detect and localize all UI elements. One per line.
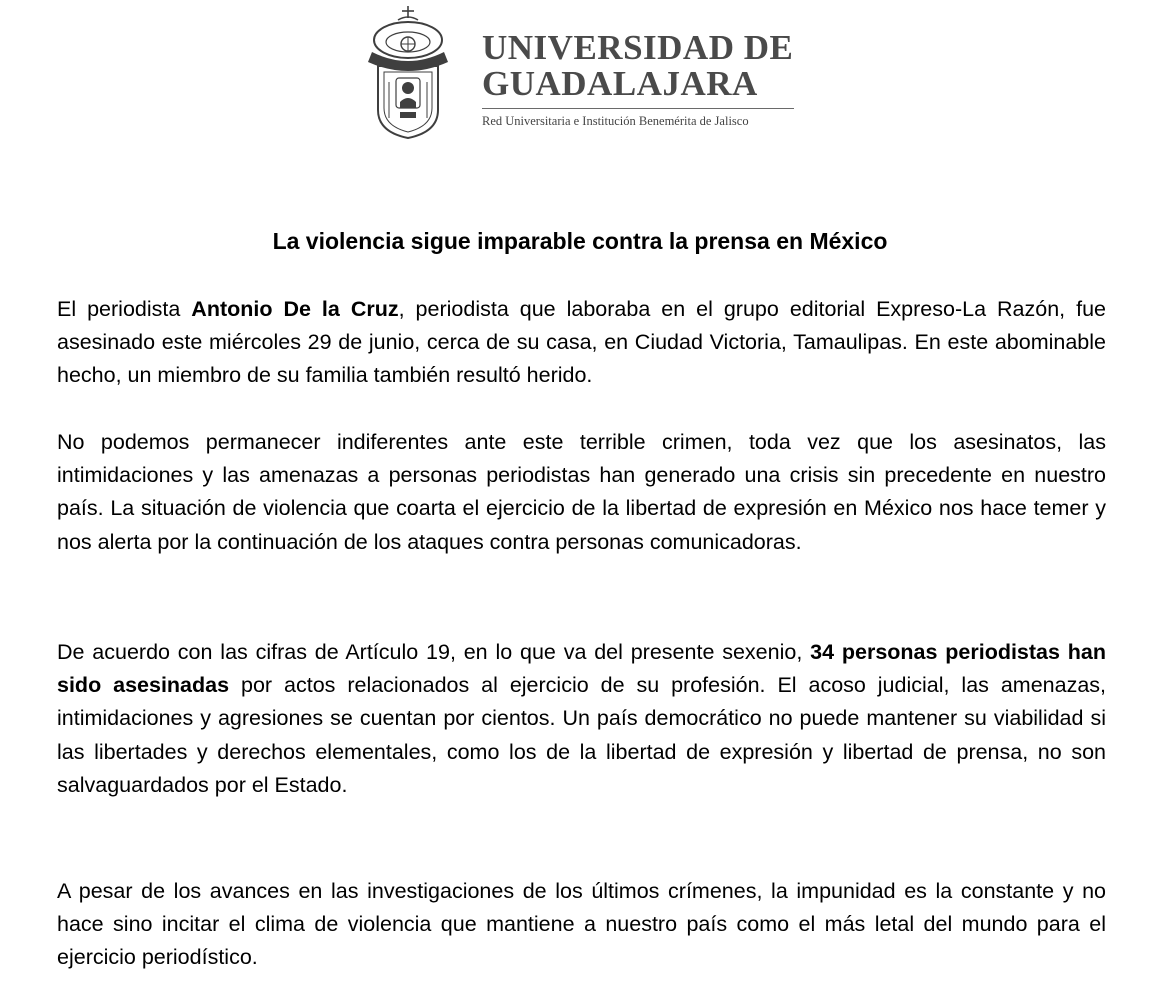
paragraph-3 (57, 636, 1106, 802)
paragraph-2 (57, 426, 1106, 559)
letterhead-divider (482, 108, 794, 109)
paragraph-1-text-b: , periodista que laboraba en el grupo editorial Expreso-La Razón, fue asesinado este miércoles 29 de junio, cerca de su casa, en Ciudad Victoria, Tamaulipas. En este abominable hecho, un miembro de su familia también resultó herido. (57, 297, 1106, 388)
university-seal-icon (360, 4, 472, 140)
paragraph-3-text-a: De acuerdo con las cifras de Artículo 19, en lo que va del presente sexenio, (57, 640, 811, 664)
letterhead (360, 4, 800, 140)
university-name-line1: UNIVERSIDAD DE (482, 28, 794, 67)
paragraph-1-bold-name: Antonio De la Cruz (191, 297, 399, 321)
university-name (482, 30, 793, 102)
paragraph-3-text-b: por actos relacionados al ejercicio de su profesión. El acoso judicial, las amenazas, intimidaciones y agresiones se cuentan por cientos. Un país democrático no puede mantener su viabilidad si las libertades y derechos elementales, como los de la libertad de expresión y libertad de prensa, no son salvaguardados por el Estado. (57, 673, 1106, 797)
university-name-line2: GUADALAJARA (482, 64, 758, 103)
paragraph-4-text: A pesar de los avances en las investigaciones de los últimos crímenes, la impunidad es la constante y no hace sino incitar el clima de violencia que mantiene a nuestro país como el más letal del mundo para el ejercicio periodístico. (57, 879, 1106, 970)
document-title: La violencia sigue imparable contra la prensa en México (272, 228, 888, 254)
paragraph-2-text: No podemos permanecer indiferentes ante este terrible crimen, toda vez que los asesinatos, las intimidaciones y las amenazas a personas periodistas han generado una crisis sin precedente en nuestro país. La situación de violencia que coarta el ejercicio de la libertad de expresión en México nos hace temer y nos alerta por la continuación de los ataques contra personas comunicadoras. (57, 430, 1106, 554)
paragraph-1 (57, 293, 1106, 393)
university-subtitle: Red Universitaria e Institución Benemérita de Jalisco (482, 114, 749, 128)
paragraph-3-bold-count: 34 personas periodistas han sido asesinadas (57, 640, 1107, 698)
paragraph-4 (57, 875, 1106, 975)
paragraph-1-text-a: El periodista (57, 297, 192, 321)
